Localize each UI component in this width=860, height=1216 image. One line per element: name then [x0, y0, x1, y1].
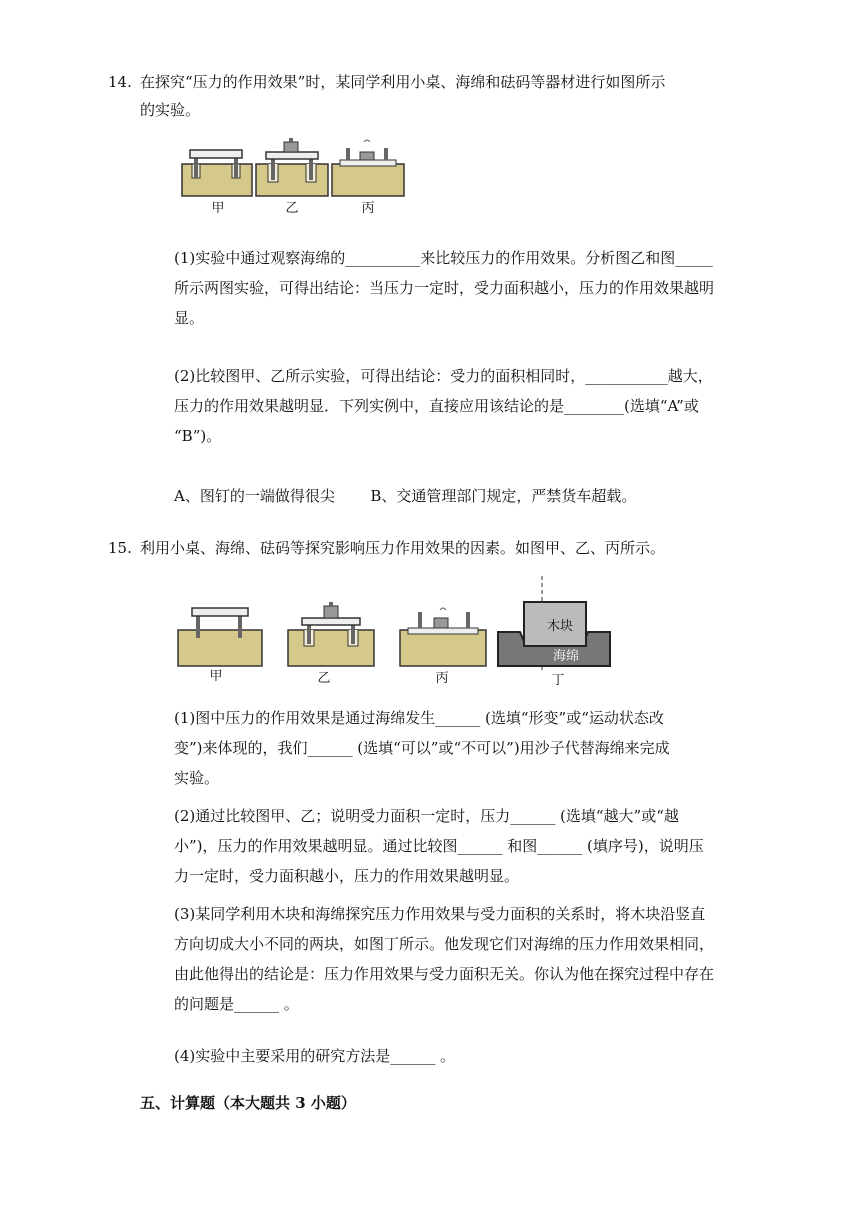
text-line: (1)实验中通过观察海绵的__________来比较压力的作用效果。分析图乙和图_____ [174, 249, 713, 267]
question-number: 15. [108, 539, 132, 557]
question-14 [108, 72, 730, 120]
question-number: 14. [108, 73, 132, 91]
figure-jia [178, 608, 262, 666]
figure-label: 丙 [435, 671, 449, 686]
q15-part-2 [174, 806, 722, 886]
figure-label: 甲 [211, 201, 225, 216]
q14-part-1 [174, 248, 722, 328]
figure-label: 乙 [317, 671, 331, 686]
figure-yi [256, 138, 328, 196]
text-line: 所示两图实验，可得出结论：当压力一定时，受力面积越小，压力的作用效果越明 [174, 279, 715, 297]
figure-yi [288, 602, 374, 666]
text-line: 实验。 [174, 769, 220, 787]
option-a: A、图钉的一端做得很尖 [174, 487, 335, 505]
text-line: (1)图中压力的作用效果是通过海绵发生______ (选填“形变”或“运动状态改 [174, 709, 664, 727]
q14-options [174, 486, 722, 506]
text-line: 的问题是______ 。 [174, 995, 299, 1013]
text-line: (4)实验中主要采用的研究方法是______ 。 [174, 1047, 456, 1065]
figure-jia [182, 150, 252, 196]
block-label: 木块 [546, 619, 574, 634]
sponge-label: 海绵 [552, 649, 580, 664]
text-line: 力一定时，受力面积越小，压力的作用效果越明显。 [174, 867, 520, 885]
q15-part-4 [174, 1046, 722, 1066]
q15-part-3 [174, 904, 722, 1014]
text-line: (2)通过比较图甲、乙；说明受力面积一定时，压力______ (选填“越大”或“越 [174, 807, 679, 825]
text-line: 由此他得出的结论是：压力作用效果与受力面积无关。你认为他在探究过程中存在 [174, 965, 715, 983]
text-line: 方向切成大小不同的两块，如图丁所示。他发现它们对海绵的压力作用效果相同， [174, 935, 715, 953]
q15-figure [176, 574, 616, 688]
question-15 [108, 538, 730, 558]
text-line: 小”)，压力的作用效果越明显。通过比较图______ 和图______ (填序号)，说明压 [174, 837, 704, 855]
question-stem: 在探究“压力的作用效果”时，某同学利用小桌、海绵和砝码等器材进行如图所示 [140, 73, 666, 91]
figure-bing [400, 608, 486, 666]
figure-bing [332, 140, 404, 196]
text-line: (3)某同学利用木块和海绵探究压力作用效果与受力面积的关系时，将木块沿竖直 [174, 905, 706, 923]
figure-label: 乙 [285, 201, 299, 216]
option-b: B、交通管理部门规定，严禁货车超载。 [370, 487, 637, 505]
figure-label: 丙 [361, 201, 375, 216]
question-stem: 的实验。 [140, 101, 201, 119]
q14-part-2 [174, 366, 722, 446]
figure-label: 甲 [209, 669, 223, 684]
q15-part-1 [174, 708, 722, 788]
figure-ding [498, 576, 610, 670]
text-line: 显。 [174, 309, 205, 327]
text-line: (2)比较图甲、乙所示实验，可得出结论：受力的面积相同时，___________越大， [174, 367, 713, 385]
q14-figure [180, 134, 406, 218]
figure-label: 丁 [551, 673, 565, 688]
section-heading: 五、计算题（本大题共 3 小题） [140, 1094, 356, 1112]
question-stem: 利用小桌、海绵、砝码等探究影响压力作用效果的因素。如图甲、乙、丙所示。 [140, 539, 666, 557]
text-line: “B”)。 [174, 427, 222, 445]
text-line: 变”)来体现的，我们______ (选填“可以”或“不可以”)用沙子代替海绵来完成 [174, 739, 670, 757]
text-line: 压力的作用效果越明显．下列实例中，直接应用该结论的是________(选填“A”或 [174, 397, 699, 415]
